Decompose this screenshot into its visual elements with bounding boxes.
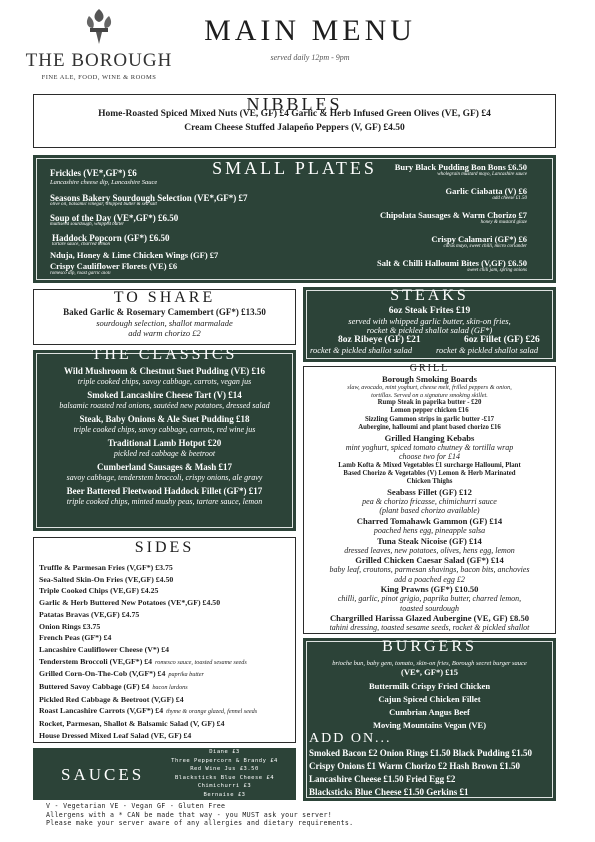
side-name: Triple Cooked Chips (VE,GF) £4.25 [39, 586, 159, 596]
list-item: 8oz Ribeye (GF) £21 [338, 335, 421, 345]
list-item: Moving Mountains Vegan (VE) [372, 720, 487, 730]
list-item [39, 621, 292, 633]
side-name: Onion Rings £3.75 [39, 621, 101, 631]
list-item [39, 644, 292, 656]
nibbles-line: Home-Roasted Spiced Mixed Nuts (VE, GF) £4 Garlic & Herb Infused Green Olives (VE, GF) £4 [98, 109, 491, 119]
list-item [39, 597, 292, 609]
side-name: Rocket, Parmesan, Shallot & Balsamic Salad (V, GF) £4 [39, 719, 225, 729]
item-desc: savoy cabbage, tenderstem broccoli, crispy onions, ale gravy [66, 473, 263, 482]
item-desc: romesco sauce, toasted sesame seeds [155, 658, 247, 666]
item-desc: multiseed sourdough, whipped butter [50, 222, 125, 227]
item-desc: tartare sauce, charred lemon [52, 242, 110, 247]
grill-item-desc: Rump Steak in paprika butter - £20 [377, 399, 482, 407]
list-item: Crispy Cauliflower Florets (VE) £6 [50, 261, 178, 271]
addon-line: Crispy Onions £1 Warm Chorizo £2 Hash Brown £1.50 [309, 761, 520, 771]
grill-item-desc: Sizzling Gammon strips in garlic butter -£17 [364, 415, 494, 423]
list-item: Steak, Baby Onions & Ale Suet Pudding £18 [79, 414, 250, 424]
item-desc: rocket & pickled shallot salad (GF*) [366, 325, 493, 335]
list-item: Chimichurri £3 [197, 783, 252, 789]
to-share-section [33, 289, 296, 345]
item-desc: rocket & pickled shallot salad [436, 345, 539, 355]
list-item: Blacksticks Blue Cheese £4 [174, 774, 275, 781]
grill-item-desc: slaw, avocado, mint yoghurt, cheese melt, frilled peppers & onion, [347, 384, 512, 392]
list-item: Nduja, Honey & Lime Chicken Wings (GF) £7 [50, 250, 219, 260]
list-item: Cajun Spiced Chicken Fillet [378, 694, 481, 704]
small-plates-heading: SMALL PLATES [212, 158, 377, 178]
list-item [39, 705, 292, 718]
grill-item-desc: Chicken Thighs [406, 478, 453, 486]
side-name: Truffle & Parmesan Fries (V,GF*) £3.75 [39, 563, 173, 572]
item-desc: olive oil, balsamic vinegar, whipped butter & sea salt [50, 202, 157, 207]
item-desc: add warm chorizo £2 [128, 328, 201, 338]
addon-line: Blacksticks Blue Cheese £1.50 Gerkins £1 [309, 787, 469, 797]
sides-heading: SIDES [134, 539, 195, 556]
item-desc: sweet chili jam, spring onions [467, 268, 527, 273]
list-item: 6oz Fillet (GF) £26 [464, 335, 540, 345]
item-desc: bacon lardons [152, 684, 188, 692]
classics-list [33, 366, 296, 507]
grill-item-desc: poached hens egg, pineapple salsa [373, 526, 486, 536]
addon-line: Smoked Bacon £2 Onion Rings £1.50 Black Pudding £1.50 [309, 748, 533, 758]
grill-item-desc: Lemon pepper chicken £16 [390, 407, 469, 415]
list-item [39, 681, 292, 694]
item-desc: add cheese £1.50 [492, 196, 527, 201]
footer [46, 802, 353, 828]
nibbles-line: Cream Cheese Stuffed Jalapeño Peppers (V, GF) £4.50 [184, 123, 405, 133]
grill-item: Charred Tomahawk Gammon (GF) £14 [356, 515, 503, 526]
item-desc: triple cooked chips, savoy cabbage, carrots, vegan jus [77, 377, 252, 386]
list-item: 6oz Steak Frites £19 [388, 306, 471, 316]
list-item [39, 585, 292, 597]
list-item: Soup of the Day (VE*,GF*) £6.50 [50, 213, 179, 223]
grill-item-desc: Lamb Kofta & Mixed Vegetables £1 surcharge Halloumi, Plant [338, 461, 521, 469]
list-item: Cumberland Sausages & Mash £17 [96, 462, 233, 472]
list-item: Wild Mushroom & Chestnut Suet Pudding (VE) £16 [64, 366, 265, 376]
grill-item-desc: pea & chorizo fricasse, chimichurri sauce [362, 497, 497, 507]
list-item [39, 574, 292, 586]
side-name: Garlic & Herb Buttered New Potatoes (VE*,GF) £4.50 [39, 598, 221, 608]
list-item: Traditional Lamb Hotpot £20 [107, 438, 222, 448]
item-desc: wholegrain mustard mayo, Lancashire sauce [437, 172, 527, 177]
list-item: Three Peppercorn & Brandy £4 [171, 757, 278, 764]
grill-item-desc: tahini dressing, toasted sesame seeds, rocket & pickled shallot [329, 623, 530, 633]
page-title: MAIN MENU [204, 14, 416, 47]
item-desc: honey & mustard glaze [480, 220, 527, 225]
nibbles-section [33, 94, 556, 148]
list-item [39, 730, 292, 742]
crest-icon [79, 6, 119, 46]
grill-heading: GRILL [409, 363, 450, 374]
item-desc: balsamic roasted red onions, sautéed new potatoes, dressed salad [59, 401, 270, 410]
grill-item: Borough Smoking Boards [382, 374, 477, 384]
list-item: Buttermilk Crispy Fried Chicken [368, 681, 491, 691]
grill-item-desc: add a poached egg £2 [394, 574, 465, 584]
side-name: French Peas (GF*) £4 [39, 633, 112, 643]
grill-list [304, 363, 555, 633]
list-item: Salt & Chilli Halloumi Bites (V,GF) £6.50 [376, 258, 527, 268]
grill-item-desc: (plant based chorizo available) [379, 506, 480, 516]
grill-item: Seabass Fillet (GF) £12 [387, 486, 472, 497]
side-name: House Dressed Mixed Leaf Salad (VE, GF) £4 [39, 730, 192, 740]
grill-item-desc: baby leaf, croutons, parmesan shavings, bacon bits, anchovies [329, 565, 530, 575]
list-item: Seasons Bakery Sourdough Selection (VE*,GF*) £7 [50, 193, 248, 203]
list-item: Red Wine Jus £3.50 [190, 766, 259, 772]
item-desc: citrus mayo, sweet chilli, micro coriander [443, 244, 527, 249]
item-desc: triple cooked chips, minted mushy peas, tartare sauce, lemon [66, 497, 263, 506]
side-name: Pickled Red Cabbage & Beetroot (V,GF) £4 [39, 694, 184, 704]
footer-line: Allergens with a * CAN be made that way - you MUST ask your server! [46, 810, 333, 819]
list-item: Cumbrian Angus Beef [389, 707, 470, 717]
grill-item-desc: chilli, garlic, pinot grigio, paprika butter, charred lemon, [337, 594, 522, 604]
item-desc: thyme & orange glazed, fennel seeds [166, 708, 258, 716]
list-item [39, 694, 292, 706]
side-name: Roast Lancashire Carrots (V,GF*) £4 [39, 706, 164, 716]
list-item: Bernaise £3 [203, 791, 246, 798]
grill-item-desc: choose two for £14 [398, 452, 461, 462]
classics-heading: THE CLASSICS [91, 346, 238, 363]
side-name: Grilled Corn-On-The-Cob (V,GF*) £4 [39, 669, 166, 679]
addon-heading: ADD ON... [309, 731, 392, 746]
item-desc: sourdough selection, shallot marmalade [96, 318, 233, 328]
grill-item-desc: tortillas. Served on a signature smoking skillet. [371, 391, 488, 399]
list-item: Smoked Lancashire Cheese Tart (V) £14 [87, 390, 242, 400]
list-item [39, 609, 292, 621]
grill-item-desc: dressed leaves, new potatoes, olives, hens egg, lemon [344, 545, 515, 555]
item-desc: triple cooked chips, savoy cabbage, carrots, red wine jus [73, 425, 256, 434]
side-name: Patatas Bravas (VE,GF) £4.75 [39, 609, 140, 619]
side-name: Lancashire Cauliflower Cheese (V*) £4 [39, 644, 170, 654]
item-desc: Lancashire cheese dip, Lancashire Sauce [50, 179, 158, 186]
brand-tagline: FINE ALE, FOOD, WINE & ROOMS [41, 74, 157, 81]
grill-item: Grilled Chicken Caesar Salad (GF*) £14 [355, 555, 504, 566]
list-item [39, 668, 292, 681]
footer-line: V - Vegetarian VE - Vegan GF - Gluten Free [46, 802, 226, 810]
item-desc: paprika butter [168, 671, 204, 679]
grill-item-desc: mint yoghurt, spiced tomato chutney & tortilla wrap [345, 442, 514, 452]
item-desc: brioche bun, baby gem, tomato, skin-on fries, Borough secret burger sauce [332, 660, 527, 667]
list-item [39, 562, 292, 574]
grill-item: Grilled Hanging Kebabs [384, 432, 475, 443]
side-name: Tenderstem Broccoli (VE,GF*) £4 [39, 656, 153, 666]
list-item: Frickles (VE*,GF*) £6 [50, 168, 137, 178]
grill-item-desc: toasted sourdough [399, 603, 460, 613]
nibbles-heading: NIBBLES [246, 94, 343, 114]
list-item: Haddock Popcorn (GF*) £6.50 [52, 233, 170, 243]
grill-item: Chargrilled Harissa Glazed Aubergine (VE, GF) £8.50 [329, 613, 530, 624]
list-item: Beer Battered Fleetwood Haddock Fillet (GF*) £17 [66, 486, 263, 496]
side-name: Sea-Salted Skin-On Fries (VE,GF) £4.50 [39, 574, 174, 584]
steaks-section [303, 287, 556, 362]
footer-line: Please make your server aware of any allergies and dietary requirements. [46, 819, 354, 827]
burgers-heading: BURGERS [382, 638, 477, 655]
brand-name: THE BOROUGH [25, 50, 173, 71]
burgers-section [303, 638, 556, 801]
list-item: Diane £3 [209, 749, 240, 755]
list-item [39, 656, 292, 669]
grill-item: King Prawns (GF*) £10.50 [380, 584, 479, 595]
steaks-heading: STEAKS [390, 287, 469, 304]
brand-logo [14, 6, 184, 88]
item-desc: rocket & pickled shallot salad [310, 345, 413, 355]
list-item: Baked Garlic & Rosemary Camembert (GF*) £13.50 [63, 307, 266, 317]
sides-section [33, 537, 296, 743]
burger-price: (VE*, GF*) £15 [401, 667, 458, 677]
grill-item-desc: Aubergine, halloumi and plant based chorizo £16 [358, 424, 501, 432]
list-item: Crispy Calamari (GF*) £6 [431, 234, 527, 244]
list-item [39, 632, 292, 644]
list-item: Bury Black Pudding Bon Bons £6.50 [394, 162, 527, 172]
item-desc: served with whipped garlic butter, skin-on fries, [348, 316, 511, 326]
sauces-section [33, 748, 296, 800]
page-subtitle: served daily 12pm - 9pm [270, 53, 350, 62]
list-item: Garlic Ciabatta (V) £6 [445, 186, 527, 196]
grill-item-desc: Based Chorizo & Vegetables (V) Lemon & Herb Marinated [343, 470, 516, 478]
item-desc: pickled red cabbage & beetroot [113, 449, 216, 458]
list-item: Chipolata Sausages & Warm Chorizo £7 [380, 210, 527, 220]
sauces-heading: SAUCES [61, 765, 145, 784]
side-name: Buttered Savoy Cabbage (GF) £4 [39, 682, 150, 692]
grill-item: Tuna Steak Nicoise (GF) £14 [377, 535, 482, 546]
to-share-heading: TO SHARE [113, 289, 216, 306]
list-item [39, 718, 292, 730]
item-desc: romesco dip, roast garlic aioli [50, 271, 111, 276]
addon-line: Lancashire Cheese £1.50 Fried Egg £2 [309, 774, 456, 784]
small-plates-section [33, 155, 556, 283]
